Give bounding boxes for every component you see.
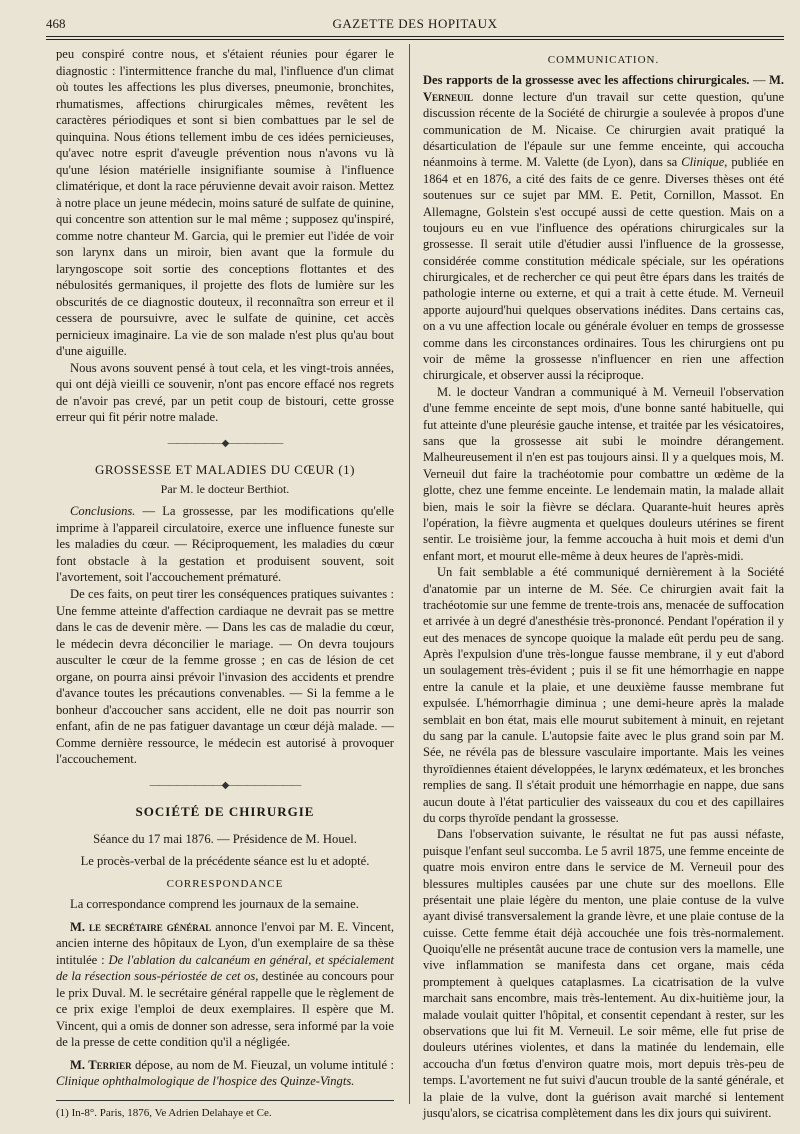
running-header (46, 14, 784, 34)
paragraph: Un fait semblable a été communiqué dernièrement à la Société d'anatomie par un interne de M. Sée. Ce chirurgien avait fait la trachéotomie sur une femme de trente-trois ans, menacée de suffocation et arrivée à un degré d'anesthésie très-prononcé. Pendant l'opération il y eut des menaces de syncope quoique la malade eût perdu peu de sang. Après l'expulsion d'une très-longue fausse membrane, il y eut d'abord un soulagement très-évident ; puis il se fit une hémorrhagie en nappe entre la canule et la plaie, et une deuxième fausse membrane fut expulsée. L'hémorrhagie diminua ; une demi-heure après la malade semblait en bon état, mais elle mourut subitement à minuit, en rejetant du sang par la canule. L'autopsie faite avec le plus grand soin par M. Sée, ne révéla pas de blessure vasculaire importante. Mais les veines thyroïdiennes étaient développées, le larynx œdémateux, et les bronches remplies de sang. Il s'était produit une hémorrhagie en nappe, due sans aucun doute à l'état particulier des vaisseaux du cou et des capillaires du corps thyroïde pendant la grossesse. (423, 565, 784, 825)
paragraph-text: donne lecture d'un travail sur cette question, qu'une discussion récente de la Société de chirurgie a soulevée à propos d'une communication de M. Nicaise. Ce chirurgien avait pratiqué la désarticulation de l'épaule sur une femme enceinte, qui accoucha néanmoins à terme. M. Valette (de Lyon), dans sa (423, 89, 784, 170)
ornament-separator: ——————◆—————— (167, 437, 283, 449)
work-title: Clinique (681, 155, 725, 170)
paragraph (56, 1057, 394, 1090)
column-divider (409, 44, 410, 1104)
thesis-title: De l'ablation du calcanéum en général, et spécialement de la résection sous-périostée de cet os (56, 952, 394, 984)
paragraph-text: , publiée en 1864 et en 1876, a cité des faits de ce genre. Diverses thèses ont été soutenues sur ce sujet par MM. E. Petit, Cornillon, Massot. En Allemagne, Golstein s'est occupé aussi de cette question. Mais on a toujours eu en vue l'influence des opérations chirurgicales sur la grossesse. Il serait utile d'étudier aussi l'influence de la grossesse, considérée comme constitution médicale spéciale, sur les opérations chirurgicales, et de rechercher ce qui peut être épars dans les traités de pathologie interne ou externe, et qui a trait à cette étude. M. Verneuil apporte aujourd'hui quelques observations inédites. Dans certains cas, on a vu une affection locale ou générale évoluer en temps de grossesse comme dans les circonstances ordinaires. Tous les chirurgiens ont pu voir de même la grossesse n'influencer en rien une affection chirurgicale, et observer aussi la réciproque. (423, 155, 785, 383)
footnote: (1) In-8°. Paris, 1876, Ve Adrien Delahaye et Ce. (56, 1106, 272, 1119)
communication-title: Des rapports de la grossesse avec les affections chirurgicales. (423, 73, 750, 88)
paragraph (56, 919, 394, 1051)
paragraph: M. le docteur Vandran a communiqué à M. Verneuil l'observation d'une femme enceinte de sept mois, d'une bonne santé habituelle, qui fut atteinte d'une pleurésie gauche intense, et traitée par les vésicatoires, sans que la grossesse ait subi le moindre dérangement. Malheureusement il n'en est pas toujours ainsi. Il y a quelques mois, M. Verneuil dut faire la trachéotomie pour combattre un œdème de la glotte, chez une femme enceinte. Le lendemain matin, la malade allait bien, mais le soir la fièvre se déclara. Quarante-huit heures après l'opération, la fièvre augmenta et quelques douleurs utérines se firent sentir. Le troisième jour, la femme accoucha à huit mois et demi d'un enfant mort, et mourut elle-même à deux heures de l'après-midi. (423, 384, 784, 563)
minutes-line: Le procès-verbal de la précédente séance est lu et adopté. (80, 854, 370, 869)
header-rule-double (46, 39, 784, 40)
paragraph: La correspondance comprend les journaux de la semaine. (70, 897, 359, 912)
correspondence-heading: CORRESPONDANCE (166, 877, 284, 890)
paragraph: Des rapports de la grossesse avec les affections chirurgicales. — M. Verneuil donne lecture d'un travail sur cette question, qu'une discussion récente de la Société de chirurgie a soulevée à propos d'une communication de M. Nicaise. Ce chirurgien avait pratiqué la désarticulation de l'épaule sur une femme enceinte, qui accoucha néanmoins à terme. M. Valette (de Lyon), dans sa Clinique, publiée en 1864 et en 1876, a cité des faits de ce genre. Diverses thèses ont été soutenues sur ce sujet par MM. E. Petit, Cornillon, Massot. En Allemagne, Golstein s'est occupé aussi de cette question. Mais on a toujours eu en vue l'influence des opérations chirurgicales sur la grossesse. Il serait utile d'étudier aussi l'influence de la grossesse, considérée comme constitution médicale spéciale, sur les opérations chirurgicales, et de rechercher ce qui peut être épars dans les traités de pathologie interne ou externe, et qui a trait à cette étude. M. Verneuil apporte aujourd'hui quelques observations inédites. Dans certains cas, on a vu une affection locale ou générale évoluer en temps de grossesse comme dans les circonstances ordinaires. Tous les chirurgiens ont pu voir de même la grossesse n'influencer en rien une affection chirurgicale, et observer aussi la réciproque. (423, 73, 785, 383)
paragraph-text: dépose, au nom de M. Fieuzal, un volume intitulé : (131, 1057, 394, 1072)
journal-title: GAZETTE DES HOPITAUX (332, 16, 498, 31)
article-title: GROSSESSE ET MALADIES DU CŒUR (1) (94, 462, 356, 478)
paragraph-text: annonce l'envoi par M. E. Vincent, ancien interne des hôpitaux de Lyon, d'un exemplaire de sa thèse intitulée : (56, 919, 394, 967)
society-title: SOCIÉTÉ DE CHIRURGIE (135, 804, 315, 820)
volume-title: Clinique ophthalmologique de l'hospice des Quinze-Vingts. (56, 1074, 355, 1089)
communication-heading: COMMUNICATION. (547, 54, 660, 66)
ornament-separator: ————————◆———————— (149, 779, 301, 791)
speaker-name: M. Verneuil (423, 73, 784, 104)
left-column (56, 46, 394, 1121)
session-line: Séance du 17 mai 1876. — Présidence de M. Houel. (93, 831, 357, 846)
paragraph-text: — La grossesse, par les modifications qu'elle imprime à l'appareil circulatoire, exerce une influence funeste sur les maladies du cœur. — Réciproquement, les maladies du cœur font obstacle à la gestation et produisent souvent, soit l'avortement, soit l'accouchement prématuré. (56, 504, 394, 585)
speaker-name: M. le secrétaire général (70, 919, 212, 934)
conclusions-label: Conclusions. (70, 504, 136, 519)
paragraph: Dans l'observation suivante, le résultat ne fut pas aussi néfaste, puisque l'enfant seul succomba. Le 5 avril 1875, une femme enceinte de quatre mois environ entre dans le service de M. Verneuil pour des blessures multiples causées par une chute sur des moellons. Elle présentait une plaie légère du menton, une plaie contuse de la vulve ayant divisé transversalement la grande lèvre, et une plaie contuse de la cuisse. Cette femme était déjà accouchée une fois très-normalement. Quoiqu'elle ne présentât aucune trace de contusion vers la mamelle, une vive inflammation se manifesta dans cet organe, mais céda promptement à quelques cataplasmes. La cicatrisation de la vulve marchait sans encombre, mais très-lentement. Au dix-huitième jour, la malade voulait quitter l'hôpital, et consentit cependant à rester, sur les observations que lui fit M. Verneuil. Le soir même, elle fut prise de douleurs utérines violentes, et dans la matinée du lendemain, elle accoucha d'un fœtus d'environ quatre mois, mort depuis très-peu de temps. L'avortement ne fut suivi d'aucun trouble de la santé générale, et la plaie de la vulve, dont la guérison avait marché si lentement jusqu'alors, se cicatrisa complètement dans les dix jours qui suivirent. (423, 827, 784, 1120)
paragraph: Nous avons souvent pensé à tout cela, et les vingt-trois années, qui ont déjà vieilli ce souvenir, n'ont pas encore effacé nos regrets de n'avoir pas crevé, par un petit coup de bistouri, cette grosse erreur qui fit périr notre malade. (56, 360, 394, 425)
speaker-name: M. Terrier (70, 1057, 132, 1072)
paragraph-text: , destinée au concours pour le prix Duval. M. le secrétaire général rappelle que le règlement de ce prix exige l'emploi de deux exemplaires. Il espère que M. Vincent, qui a omis de donner son adresse, sera informé par la voie de la presse de cette condition qu'il a négligée. (56, 969, 394, 1050)
paragraph: peu conspiré contre nous, et s'étaient réunies pour égarer le diagnostic : l'intermittence franche du mal, l'influence d'un climat où toutes les affections les plus diverses, pneumonie, bronchites, rhumatismes, affections chirurgicales mêmes, revêtent les caractères périodiques et sont si bien combattues par le sel de quinquina. Nous étions tellement imbu de ces idées pernicieuses, qu'avec notre esprit d'aveugle prévention nous n'avons vu là qu'une lésion matérielle insignifiante soumise à l'influence climatérique, et dont la race péruvienne devait avoir raison. Mettez à notre place un jeune médecin, moins saturé de sulfate de quinine, qui concentre son attention sur le mal même ; supposez qu'inspiré, comme notre chanteur M. Garcia, qui le premier eut l'idée de voir son larynx dans un miroir, bien avant que la formule du laryngoscope soit sortie des conceptions flottantes et des nébulosités germaniques, il projette des flots de lumière sur les obscurités de ce diagnostic douteux, il reconnaîtra son erreur et il cessera de poursuivre, avec le sulfate de quinine, cet accès pernicieux imaginaire. La vie de son malade n'est plus qu'au bout d'une aiguille. (56, 47, 394, 359)
paragraph: De ces faits, on peut tirer les conséquences pratiques suivantes : Une femme atteinte d'affection cardiaque ne devrait pas se mettre dans le cas de devenir mère. — Dans les cas de maladie du cœur, le médecin devra déconcilier le mariage. — On devra toujours ausculter le cœur de la femme grosse ; en cas de lésion de cet organe, on pourra ainsi prévoir l'invasion des accidents et prendre d'avance toutes les précautions convenables. — Si la femme a le bonheur d'accoucher sans accident, elle ne doit pas nourrir son enfant, afin de ne pas fatiguer davantage un cœur déjà malade. — Comme dernière ressource, le médecin est autorisé à provoquer l'accouchement. (56, 586, 394, 767)
paragraph (56, 503, 394, 586)
header-rule (46, 36, 784, 37)
page-number: 468 (46, 16, 66, 31)
right-column (423, 46, 784, 1121)
article-byline: Par M. le docteur Berthiot. (160, 481, 290, 496)
footnote-rule (56, 1100, 394, 1101)
